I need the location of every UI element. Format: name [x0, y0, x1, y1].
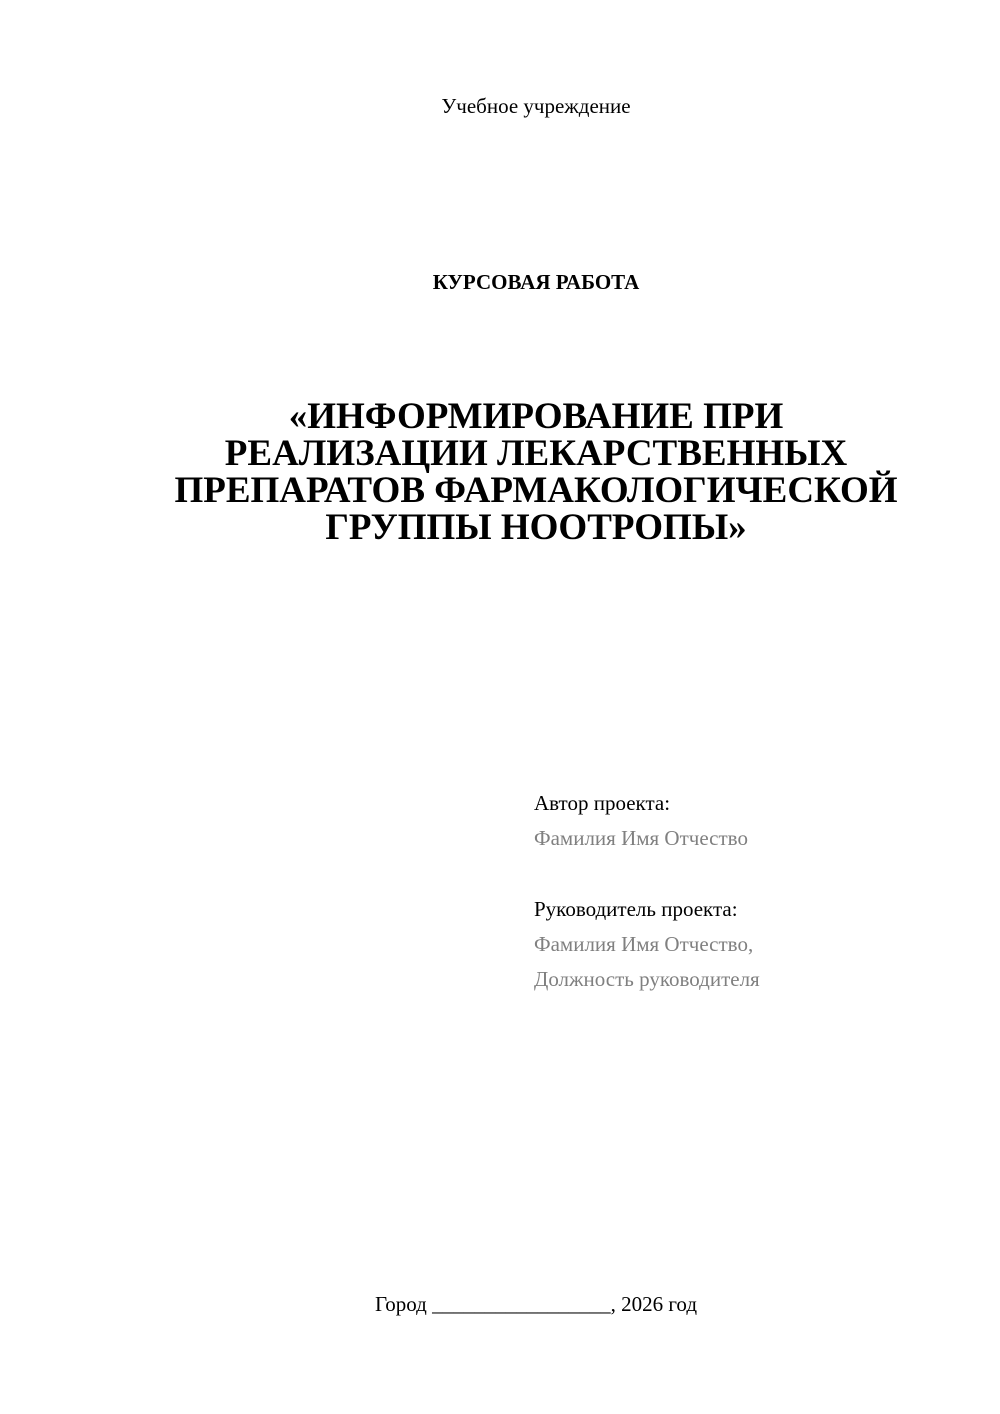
author-label: Автор проекта:	[534, 791, 671, 815]
author-name: Фамилия Имя Отчество	[534, 826, 748, 850]
supervisor-block	[534, 892, 974, 997]
document-type: КУРСОВАЯ РАБОТА	[432, 270, 640, 294]
supervisor-position: Должность руководителя	[534, 967, 760, 991]
document-title	[100, 398, 972, 546]
title-line: РЕАЛИЗАЦИИ ЛЕКАРСТВЕННЫХ	[224, 433, 848, 474]
city-year-line: Город _________________, 2026 год	[374, 1292, 698, 1316]
supervisor-label: Руководитель проекта:	[534, 897, 738, 921]
supervisor-name: Фамилия Имя Отчество,	[534, 932, 754, 956]
institution-name: Учебное учреждение	[441, 94, 631, 118]
title-line: «ИНФОРМИРОВАНИЕ ПРИ	[288, 396, 784, 437]
author-block	[534, 786, 974, 856]
title-line: ГРУППЫ НООТРОПЫ»	[325, 507, 747, 548]
title-line: ПРЕПАРАТОВ ФАРМАКОЛОГИЧЕСКОЙ	[174, 470, 898, 511]
